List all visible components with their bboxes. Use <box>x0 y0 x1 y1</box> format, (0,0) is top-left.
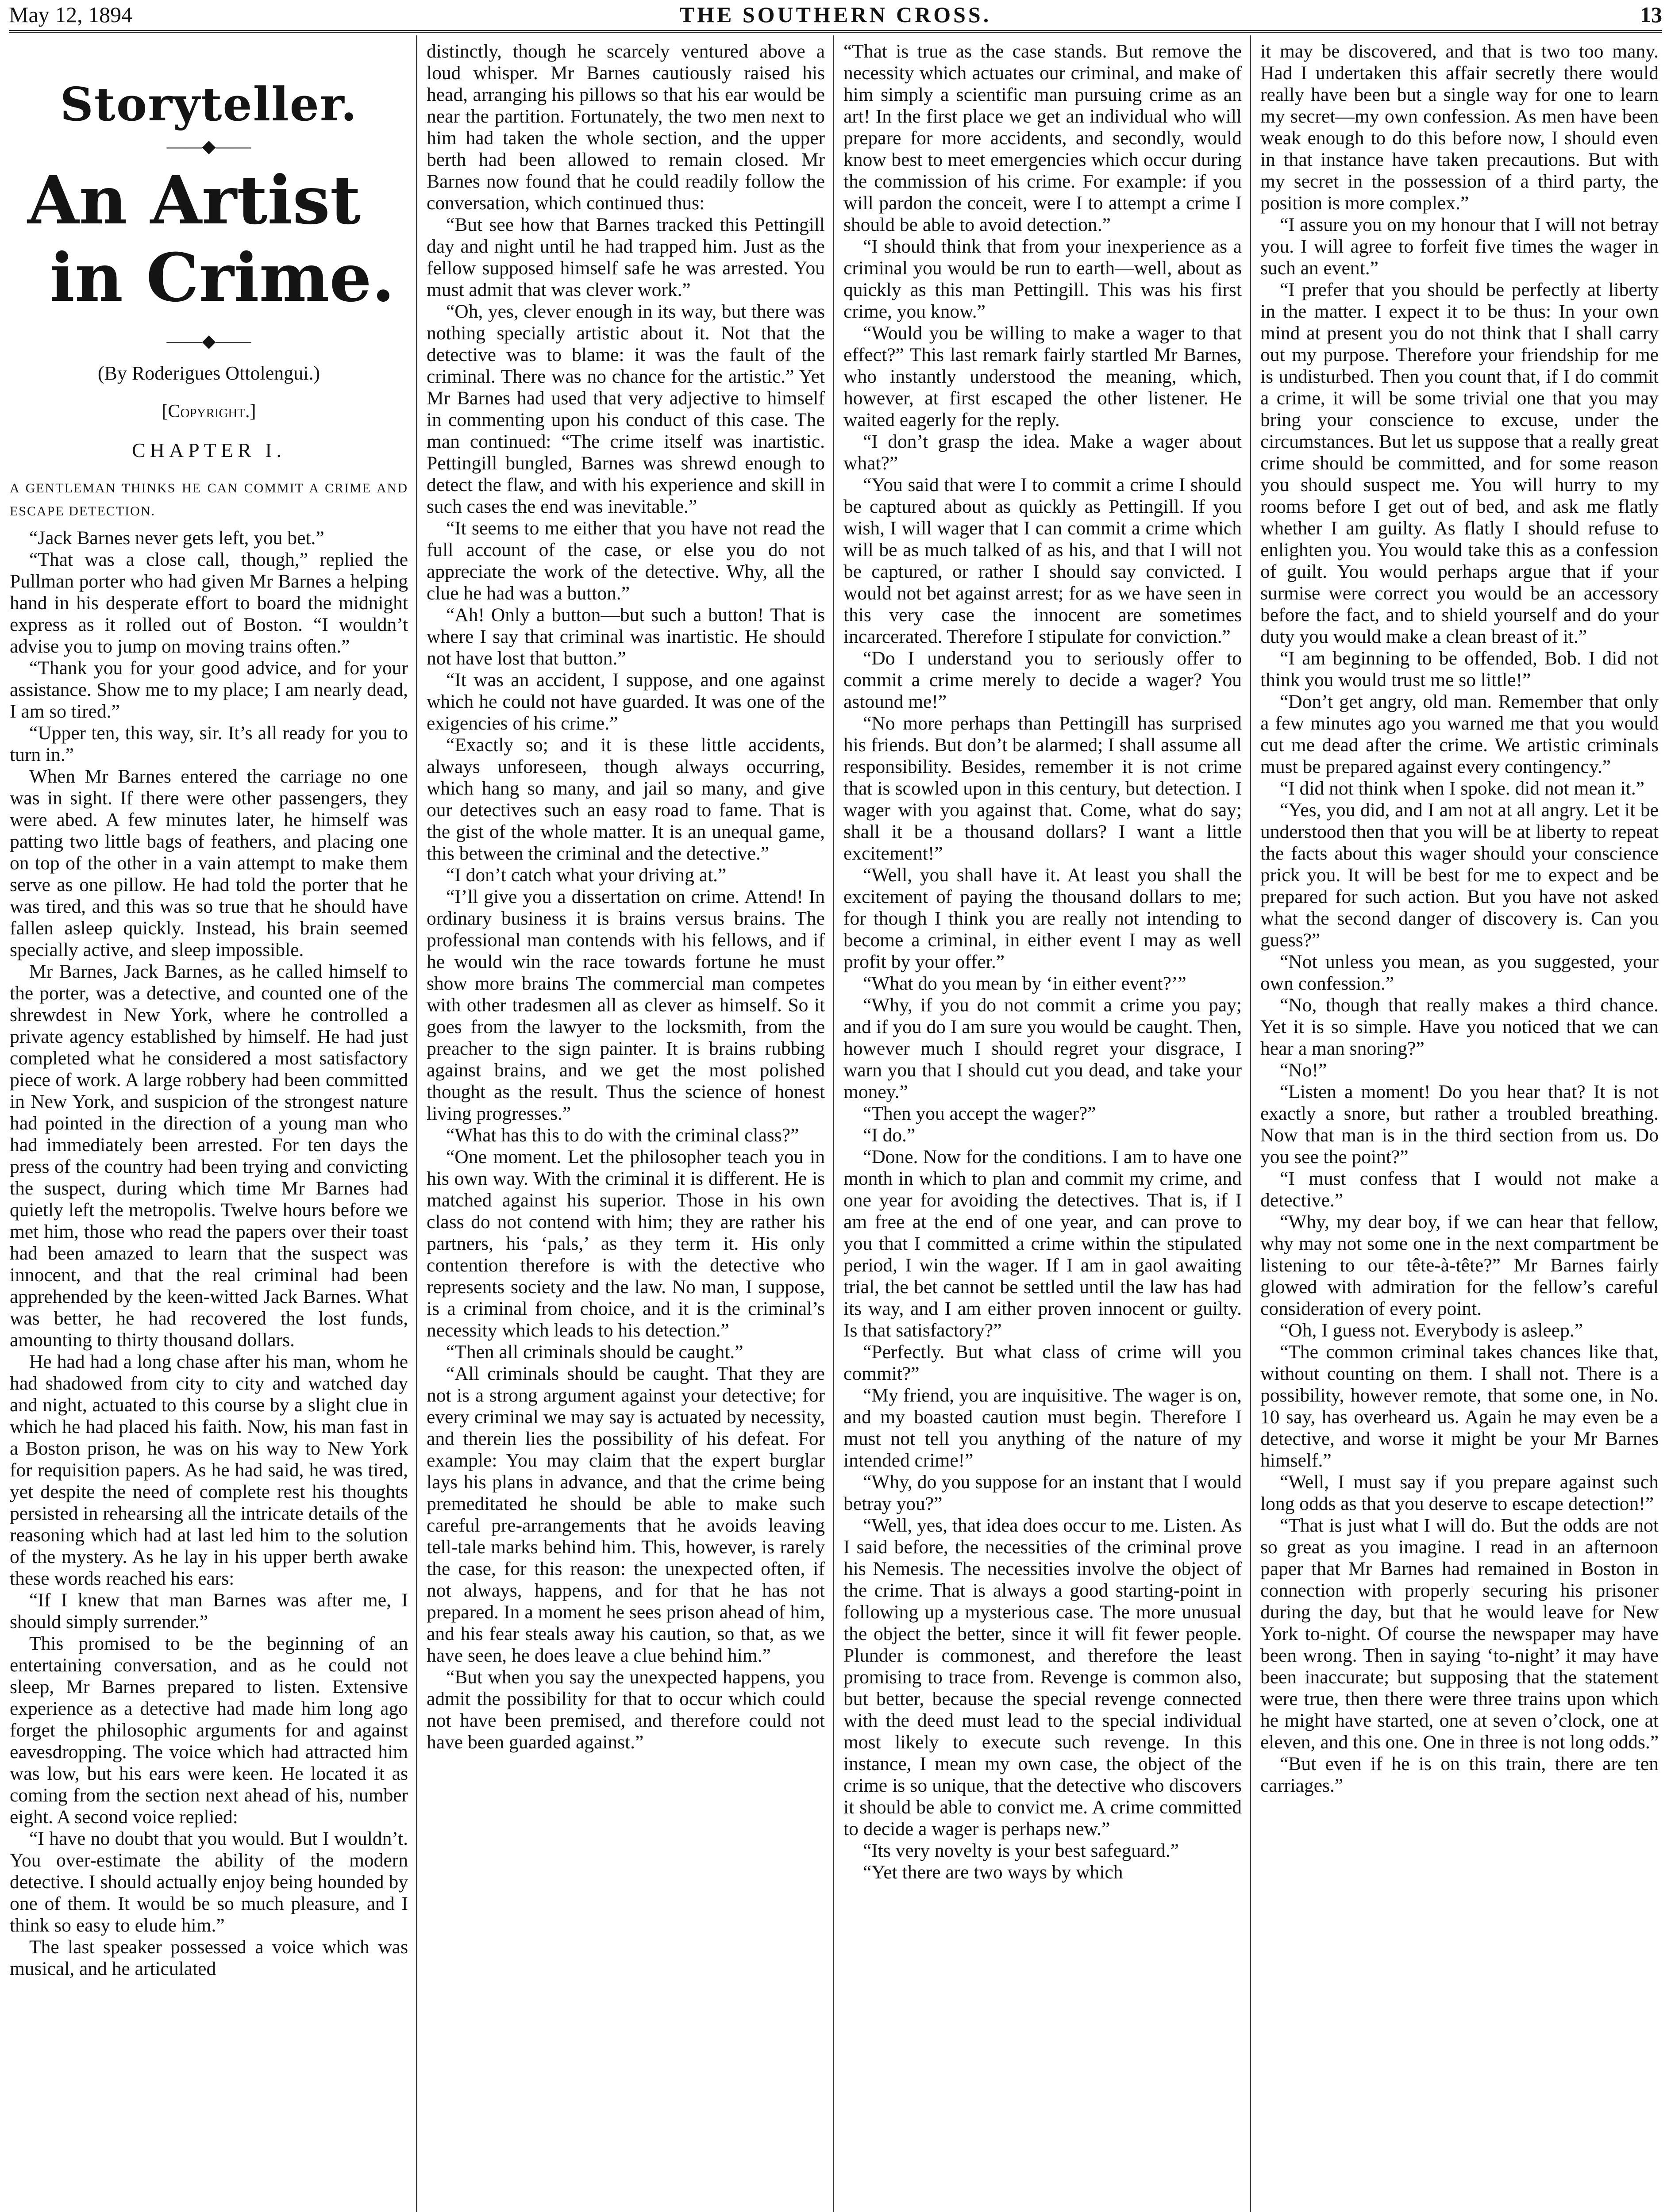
article-paragraph: “Its very novelty is your best safeguard.” <box>863 1840 1179 1861</box>
article-paragraph: “Jack Barnes never gets left, you bet.” <box>29 527 324 549</box>
article-paragraph: “Why, my dear boy, if we can hear that fellow, why may not some one in the next compartment be listening to our tête-à-tête?” Mr Barnes fairly glowed with admiration for the fellow’s careful consideration of every point. <box>1260 1211 1659 1319</box>
article-paragraph: “Not unless you mean, as you suggested, your own confession.” <box>1260 951 1659 994</box>
article-paragraph: “I assure you on my honour that I will not betray you. I will agree to forfeit five times the wager in such an event.” <box>1260 214 1659 279</box>
article-paragraph: “I should think that from your inexperience as a criminal you would be run to earth—well, about as quickly as this man Pettingill. This was his first crime, you know.” <box>843 236 1242 322</box>
article-paragraph: “If I knew that man Barnes was after me, I should simply surrender.” <box>10 1590 408 1632</box>
article-paragraph: “Well, you shall have it. At least you shall the excitement of paying the thousand dollars to me; for though I think you are really not intending to become a criminal, in either event I may as well profit by your offer.” <box>843 864 1242 972</box>
article-paragraph: “Then you accept the wager?” <box>863 1103 1096 1124</box>
article-paragraph: “It seems to me either that you have not read the full account of the case, or else you do not appreciate the work of the detective. Why, all the clue he had was a button.” <box>427 518 825 604</box>
ornament-divider: ——◆—— <box>166 331 251 351</box>
article-paragraph: “Then all criminals should be caught.” <box>446 1341 743 1363</box>
article-paragraph: “Well, yes, that idea does occur to me. Listen. As I said before, the necessities of the criminal prove his Nemesis. The necessities involve the object of the crime. That is always a good starting-point in following up a mysterious case. The more unusual the object the better, since it will fit fewer people. Plunder is commonest, and therefore the least promising to trace from. Revenge is common also, but better, because the special revenge connected with the deed must lead to the special individual most likely to execute such revenge. In this instance, I mean my own case, the object of the crime is so unique, that the detective who discovers it should be able to convict me. A crime committed to decide a wager is perhaps new.” <box>843 1515 1242 1839</box>
article-paragraph: “One moment. Let the philosopher teach you in his own way. With the criminal it is different. He is matched against his superior. Those in his own class do not contend with him; they are rather his partners, his ‘pals,’ as they term it. His only contention therefore is with the detective who represents society and the law. No man, I suppose, is a criminal from choice, and it is the criminal’s necessity which leads to his detection.” <box>427 1146 825 1341</box>
column-4 <box>1260 41 1659 2212</box>
article-paragraph: “I prefer that you should be perfectly at liberty in the matter. I expect it to be thus: In your own mind at present you do not think that I shall carry out my purpose. Therefore your friendship for me is undisturbed. Then you count that, if I do commit a crime, it will be some trivial one that you may bring your conscience to excuse, under the circumstances. But let us suppose that a really great crime should be committed, and for some reason you should suspect me. You will hurry to my rooms before I get out of bed, and ask me flatly whether I am guilty. As flatly I should refuse to enlighten you. You would take this as a confession of guilt. You would perhaps argue that if your surmise were correct you would be an accessory before the fact, and to shield yourself and do your duty you would make a clean breast of it.” <box>1260 279 1659 647</box>
ornament-divider: ——◆—— <box>166 136 251 156</box>
masthead-rule <box>9 30 1662 33</box>
article-paragraph: “My friend, you are inquisitive. The wager is on, and my boasted caution must begin. Therefore I must not tell you anything of the nature of my intended crime!” <box>843 1385 1242 1471</box>
article-paragraph: “Oh, I guess not. Everybody is asleep.” <box>1280 1320 1583 1341</box>
column-3-text <box>843 41 1242 1883</box>
article-paragraph: “No more perhaps than Pettingill has surprised his friends. But don’t be alarmed; I shall assume all responsibility. Besides, remember it is not crime that is scowled upon in this century, but detection. I wager with you against that. Come, what do say; shall it be a thousand dollars? I want a little excitement!” <box>843 713 1242 864</box>
column-rule <box>416 35 417 2212</box>
article-paragraph: “Exactly so; and it is these little accidents, always unforeseen, though always occurring, which hang so many, and jail so many, and give our detectives such an easy road to fame. That is the gist of the whole matter. It is an unequal game, this between the criminal and the detective.” <box>427 734 825 864</box>
page-number: 13 <box>1640 2 1662 27</box>
article-paragraph: “No!” <box>1280 1060 1327 1081</box>
article-title-line-1: An Artist <box>27 161 361 239</box>
article-paragraph: “Yet there are two ways by which <box>863 1862 1123 1883</box>
column-2-text <box>427 41 825 1753</box>
article-paragraph: it may be discovered, and that is two too many. Had I undertaken this affair secretly there would really have been but a single way for one to learn my secret—my own confession. As men have been weak enough to do this before now, I should even in that instance have taken precautions. But with my secret in the possession of a third party, the position is more complex.” <box>1260 41 1659 214</box>
article-paragraph: “Ah! Only a button—but such a button! That is where I say that criminal was inartistic. He should not have lost that button.” <box>427 604 825 669</box>
article-paragraph: “Oh, yes, clever enough in its way, but there was nothing specially artistic about it. Not that the detective was to blame: it was the fault of the criminal. There was no chance for the artistic.” Yet Mr Barnes had used that very adjective to himself in commenting upon his conduct of this case. The man continued: “The crime itself was inartistic. Pettingill bungled, Barnes was shrewd enough to detect the flaw, and with his experience and skill in such cases the end was inevitable.” <box>427 301 825 517</box>
column-1 <box>10 41 408 2212</box>
article-paragraph: “I don’t catch what your driving at.” <box>446 864 727 886</box>
article-paragraph: When Mr Barnes entered the carriage no one was in sight. If there were other passengers, they were abed. A few minutes later, he himself was patting two little bags of feathers, and placing one on top of the other in a vain attempt to make them serve as one pillow. He had told the porter that he was tired, and this was so true that he should have fallen asleep quickly. Instead, his brain seemed specially active, and sleep impossible. <box>10 766 408 960</box>
masthead <box>9 0 1662 31</box>
article-paragraph: “No, though that really makes a third chance. Yet it is so simple. Have you noticed that we can hear a man snoring?” <box>1260 995 1659 1059</box>
article-paragraph: “But when you say the unexpected happens, you admit the possibility for that to occur which could not have been premised, and therefore could not have been guarded against.” <box>427 1667 825 1753</box>
article-paragraph: “Why, do you suppose for an instant that I would betray you?” <box>843 1471 1242 1514</box>
article-title-line-2: in Crime. <box>49 239 395 317</box>
article-paragraph: He had had a long chase after his man, whom he had shadowed from city to city and watched day and night, actuated to this course by a slight clue in which he had placed his faith. Now, his man fast in a Boston prison, he was on his way to New York for requisition papers. As he had said, he was tired, yet despite the need of complete rest his thoughts persisted in rehearsing all the intricate details of the reasoning which had at last led him to the solution of the mystery. As he lay in his upper berth awake these words reached his ears: <box>10 1351 408 1589</box>
article-paragraph: distinctly, though he scarcely ventured above a loud whisper. Mr Barnes cautiously raised his head, arranging his pillows so that his ear would be near the partition. Fortunately, the two men next to him had taken the whole section, and the upper berth had been allowed to remain closed. Mr Barnes now found that he could readily follow the conversation, which continued thus: <box>427 41 825 214</box>
article-paragraph: “I am beginning to be offended, Bob. I did not think you would trust me so little!” <box>1260 648 1659 691</box>
article-paragraph: Mr Barnes, Jack Barnes, as he called himself to the porter, was a detective, and counted one of the shrewdest in New York, where he controlled a private agency established by himself. He had just completed what he considered a most satisfactory piece of work. A large robbery had been committed in New York, and suspicion of the strongest nature had pointed in the direction of a young man who had immediately been arrested. For ten days the press of the country had been trying and convicting the suspect, during which time Mr Barnes had quietly left the metropolis. Twelve hours before we met him, those who read the papers over their toast had been amazed to learn that the suspect was innocent, and that the real criminal had been apprehended by the keen-witted Jack Barnes. What was better, he had recovered the lost funds, amounting to thirty thousand dollars. <box>10 961 408 1351</box>
column-4-text <box>1260 41 1659 1797</box>
copyright-text: [Copyright.] <box>162 401 256 422</box>
article-paragraph: “Upper ten, this way, sir. It’s all ready for you to turn in.” <box>10 722 408 765</box>
article-paragraph: “It was an accident, I suppose, and one against which he could not have guarded. It was one of the exigencies of his crime.” <box>427 669 825 734</box>
article-paragraph: “Well, I must say if you prepare against such long odds as that you deserve to escape detection!” <box>1260 1471 1659 1514</box>
article-paragraph: “That is just what I will do. But the odds are not so great as you imagine. I read in an afternoon paper that Mr Barnes had remained in Boston in connection with properly securing his prisoner during the day, but that he would leave for New York to-night. Of course the newspaper may have been wrong. Then in saying ‘to-night’ it may have been inaccurate; but supposing that the statement were true, then there were three trains upon which he might have started, one at seven o’clock, one at eleven, and this one. One in three is not long odds.” <box>1260 1515 1659 1753</box>
article-paragraph: “Listen a moment! Do you hear that? It is not exactly a snore, but rather a troubled breathing. Now that man is in the third section from us. Do you see the point?” <box>1260 1081 1659 1167</box>
article-paragraph: “Do I understand you to seriously offer to commit a crime merely to decide a wager? You astound me!” <box>843 648 1242 712</box>
article-paragraph: “I’ll give you a dissertation on crime. Attend! In ordinary business it is brains versus brains. The professional man contends with his fellows, and if he would win the race towards fortune he must show more brains The commercial man competes with other tradesmen all as clever as himself. So it goes from the lawyer to the locksmith, from the preacher to the sign painter. It is brains rubbing against brains, and we get the most polished thought as the result. Thus the science of honest living progresses.” <box>427 886 825 1124</box>
article-paragraph: “All criminals should be caught. That they are not is a strong argument against your detective; for every criminal we may say is actuated by necessity, and therein lies the possibility of his defeat. For example: You may claim that the expert burglar lays his plans in advance, and that the crime being premeditated he should be able to make such careful pre-arrangements that he avoids leaving tell-tale marks behind him. This, however, is rarely the case, for this reason: the unexpected often, if not always, happens, and for that he has not prepared. In a moment he sees prison ahead of him, and his fear steals away his caution, so that, as we have seen, he does leave a clue behind him.” <box>427 1363 825 1666</box>
section-heading: Storyteller. <box>60 77 358 131</box>
article-paragraph: “The common criminal takes chances like that, without counting on them. I shall not. There is a possibility, however remote, that some one, in No. 10 say, has overheard us. Again he may even be a detective, and worse it might be your Mr Barnes himself.” <box>1260 1341 1659 1471</box>
newspaper-name: THE SOUTHERN CROSS. <box>679 2 992 27</box>
column-1-text <box>10 527 408 1980</box>
article-paragraph: “But even if he is on this train, there are ten carriages.” <box>1260 1753 1659 1796</box>
article-paragraph: “You said that were I to commit a crime I should be captured about as quickly as Pettingill. If you wish, I will wager that I can commit a crime which will be as much talked of as his, and that I will not be captured, or rather I should say convicted. I would not bet against arrest; for as we have seen in this very case the innocent are sometimes incarcerated. Therefore I stipulate for conviction.” <box>843 474 1242 647</box>
article-paragraph: “Yes, you did, and I am not at all angry. Let it be understood then that you will be at liberty to repeat the facts about this wager should your conscience prick you. It will be best for me to expect and be prepared for such action. But you have not asked what the second danger of discovery is. Can you guess?” <box>1260 799 1659 951</box>
article-paragraph: “That was a close call, though,” replied the Pullman porter who had given Mr Barnes a helping hand in his desperate effort to board the midnight express as it rolled out of Boston. “I wouldn’t advise you to jump on moving trains often.” <box>10 549 408 657</box>
article-paragraph: “I did not think when I spoke. did not mean it.” <box>1280 778 1644 799</box>
article-paragraph: “Thank you for your good advice, and for your assistance. Show me to my place; I am nearly dead, I am so tired.” <box>10 657 408 722</box>
article-paragraph: “I do.” <box>863 1125 916 1146</box>
chapter-subhead: A GENTLEMAN THINKS HE CAN COMMIT A CRIME AND ESCAPE DETECTION. <box>10 481 408 518</box>
article-paragraph: “But see how that Barnes tracked this Pettingill day and night until he had trapped him. Just as the fellow supposed himself safe he was arrested. You must admit that was clever work.” <box>427 214 825 300</box>
article-paragraph: “Perfectly. But what class of crime will you commit?” <box>843 1341 1242 1384</box>
article-paragraph: “Why, if you do not commit a crime you pay; and if you do I am sure you would be caught. Then, however much I should regret your disgrace, I warn you that I should cut you dead, and take your money.” <box>843 995 1242 1102</box>
article-paragraph: The last speaker possessed a voice which was musical, and he articulated <box>10 1936 408 1979</box>
column-3 <box>843 41 1242 2212</box>
article-paragraph: “Don’t get angry, old man. Remember that only a few minutes ago you warned me that you would cut me dead after the crime. We artistic criminals must be prepared against every contingency.” <box>1260 691 1659 777</box>
byline: (By Roderigues Ottolengui.) <box>97 362 320 384</box>
article-paragraph: “I don’t grasp the idea. Make a wager about what?” <box>843 431 1242 474</box>
article-paragraph: This promised to be the beginning of an entertaining conversation, and as he could not sleep, Mr Barnes prepared to listen. Extensive experience as a detective had made him long ago forget the philosophic arguments for and against eavesdropping. The voice which had attracted him was low, but his ears were keen. He located it as coming from the section next ahead of his, number eight. A second voice replied: <box>10 1633 408 1828</box>
article-paragraph: “Done. Now for the conditions. I am to have one month in which to plan and commit my crime, and one year for avoiding the detectives. That is, if I am free at the end of one year, and can prove to you that I committed a crime within the stipulated period, I win the wager. If I am in gaol awaiting trial, the bet cannot be settled until the law has had its way, and I am either proven innocent or guilty. Is that satisfactory?” <box>843 1146 1242 1341</box>
column-rule <box>833 35 834 2212</box>
article-paragraph: “I have no doubt that you would. But I wouldn’t. You over-estimate the ability of the modern detective. I should actually enjoy being hounded by one of them. It would be so much pleasure, and I think so easy to elude him.” <box>10 1828 408 1936</box>
column-2 <box>427 41 825 2212</box>
article-paragraph: “That is true as the case stands. But remove the necessity which actuates our criminal, and make of him simply a scientific man pursuing crime as an art! In the first place we get an individual who will prepare for more accidents, and secondly, would know best to meet emergencies which occur during the commission of his crime. For example: if you will pardon the conceit, were I to attempt a crime I should be able to avoid detection.” <box>843 41 1242 235</box>
article-paragraph: “I must confess that I would not make a detective.” <box>1260 1168 1659 1211</box>
column-rule <box>1250 35 1251 2212</box>
chapter-heading: CHAPTER I. <box>132 439 286 461</box>
copyright-notice <box>10 399 408 424</box>
issue-date: May 12, 1894 <box>9 2 133 27</box>
article-paragraph: “Would you be willing to make a wager to that effect?” This last remark fairly startled Mr Barnes, who instantly understood the meaning, which, however, at first escaped the other listener. He waited eagerly for the reply. <box>843 323 1242 430</box>
article-paragraph: “What has this to do with the criminal class?” <box>446 1125 799 1146</box>
article-paragraph: “What do you mean by ‘in either event?’” <box>863 973 1186 994</box>
